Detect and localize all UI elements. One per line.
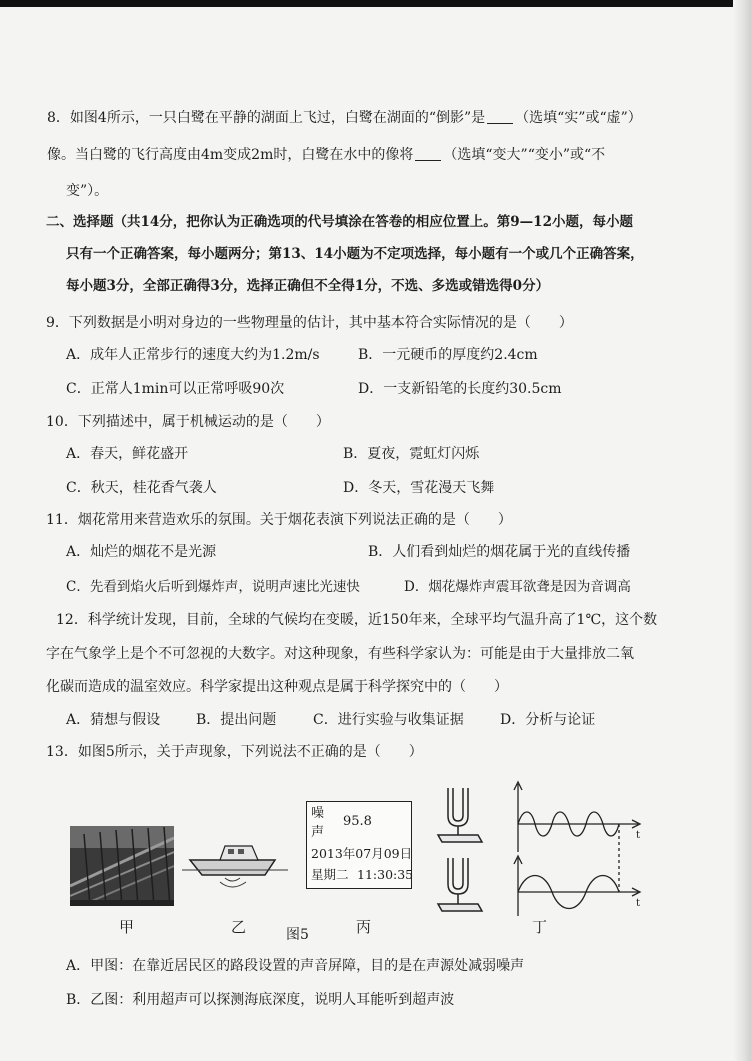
answer-blank bbox=[487, 109, 513, 124]
scan-right-edge bbox=[733, 0, 751, 1061]
q11-option-d: D．烟花爆炸声震耳欲聋是因为音调高 bbox=[404, 579, 631, 595]
label-ding: 丁 bbox=[532, 918, 548, 936]
q9-option-b: B．一元硬币的厚度约2.4cm bbox=[358, 347, 538, 363]
q8-line-2 bbox=[47, 145, 605, 165]
q10-option-a: A．春天，鲜花盛开 bbox=[66, 446, 189, 462]
monitor-value: 95.8 bbox=[343, 814, 372, 829]
q8-text-d: （选填“变大”“变小”或“不 bbox=[443, 147, 606, 163]
q12-option-d: D．分析与论证 bbox=[500, 712, 596, 728]
q11-stem: 11．烟花常用来营造欢乐的氛围。关于烟花表演下列说法正确的是（ ） bbox=[46, 512, 512, 528]
monitor-label-1: 噪 bbox=[311, 806, 325, 821]
section2-line-2: 只有一个正确答案，每小题两分；第13、14小题为不定项选择，每小题有一个或几个正确答案， bbox=[66, 246, 644, 262]
scan-top-border bbox=[0, 0, 751, 7]
q8-text-c: 像。当白鹭的飞行高度由4m变成2m时，白鹭在水中的像将 bbox=[47, 147, 414, 163]
label-yi: 乙 bbox=[231, 918, 247, 936]
q8-text-a: 8．如图4所示，一只白鹭在平静的湖面上飞过，白鹭在湖面的“倒影”是 bbox=[47, 110, 486, 126]
monitor-label-2: 声 bbox=[311, 825, 325, 840]
q11-option-b: B．人们看到灿烂的烟花属于光的直线传播 bbox=[368, 544, 631, 560]
q9-option-c: C．正常人1min可以正常呼吸90次 bbox=[66, 381, 285, 397]
q8-line-1 bbox=[47, 108, 642, 128]
monitor-weekday: 星期二 bbox=[311, 867, 349, 882]
q12-line-3: 化碳而造成的温室效应。科学家提出这种观点是属于科学探究中的（ ） bbox=[46, 679, 508, 695]
noise-monitor-display bbox=[306, 801, 412, 889]
axis-t-label-2: t bbox=[636, 898, 641, 909]
q11-option-c: C．先看到焰火后听到爆炸声，说明声速比光速快 bbox=[66, 579, 360, 595]
axis-t-label-1: t bbox=[636, 830, 641, 841]
q13-stem: 13．如图5所示，关于声现象，下列说法不正确的是（ ） bbox=[46, 744, 423, 760]
q10-option-d: D．冬天，雪花漫天飞舞 bbox=[343, 480, 495, 496]
q12-line-2: 字在气象学上是个不可忽视的大数字。对这种现象，有些科学家认为：可能是由于大量排放二氧 bbox=[46, 646, 634, 662]
noise-barrier-photo bbox=[70, 826, 174, 906]
label-jia: 甲 bbox=[119, 918, 135, 936]
answer-blank bbox=[415, 146, 441, 161]
figure5-title: 图5 bbox=[286, 927, 309, 943]
section2-line-1: 二、选择题（共14分，把你认为正确选项的代号填涂在答卷的相应位置上。第9—12小题，每小题 bbox=[46, 214, 633, 230]
q10-option-b: B．夏夜，霓虹灯闪烁 bbox=[343, 446, 480, 462]
q8-text-b: （选填“实”或“虚”） bbox=[515, 110, 642, 126]
q8-line-3: 变”）。 bbox=[66, 183, 109, 199]
label-bing: 丙 bbox=[356, 918, 372, 936]
q9-stem: 9．下列数据是小明对身边的一些物理量的估计，其中基本符合实际情况的是（ ） bbox=[46, 315, 573, 331]
q12-option-c: C．进行实验与收集证据 bbox=[313, 712, 464, 728]
q12-line-1: 12．科学统计发现，目前，全球的气候均在变暖，近150年来，全球平均气温升高了1℃，这个数 bbox=[56, 612, 658, 628]
waveform-graphs bbox=[506, 780, 646, 920]
q10-stem: 10．下列描述中，属于机械运动的是（ ） bbox=[46, 414, 330, 430]
q12-option-b: B．提出问题 bbox=[196, 712, 277, 728]
q13-option-b: B．乙图：利用超声可以探测海底深度，说明人耳能听到超声波 bbox=[66, 992, 455, 1008]
q10-option-c: C．秋天，桂花香气袭人 bbox=[66, 480, 217, 496]
q11-option-a: A．灿烂的烟花不是光源 bbox=[66, 544, 217, 560]
section2-line-3: 每小题3分，全部正确得3分，选择正确但不全得1分，不选、多选或错选得0分） bbox=[66, 278, 550, 294]
q9-option-a: A．成年人正常步行的速度大约为1.2m/s bbox=[66, 347, 320, 363]
q9-option-d: D．一支新铅笔的长度约30.5cm bbox=[358, 381, 562, 397]
boat-sonar-diagram bbox=[180, 820, 290, 895]
q12-option-a: A．猜想与假设 bbox=[66, 712, 161, 728]
q13-option-a: A．甲图：在靠近居民区的路段设置的声音屏障，目的是在声源处减弱噪声 bbox=[66, 958, 525, 974]
tuning-forks bbox=[430, 780, 490, 930]
monitor-time: 11:30:35 bbox=[357, 867, 414, 882]
monitor-date: 2013年07月09日 bbox=[311, 846, 413, 861]
